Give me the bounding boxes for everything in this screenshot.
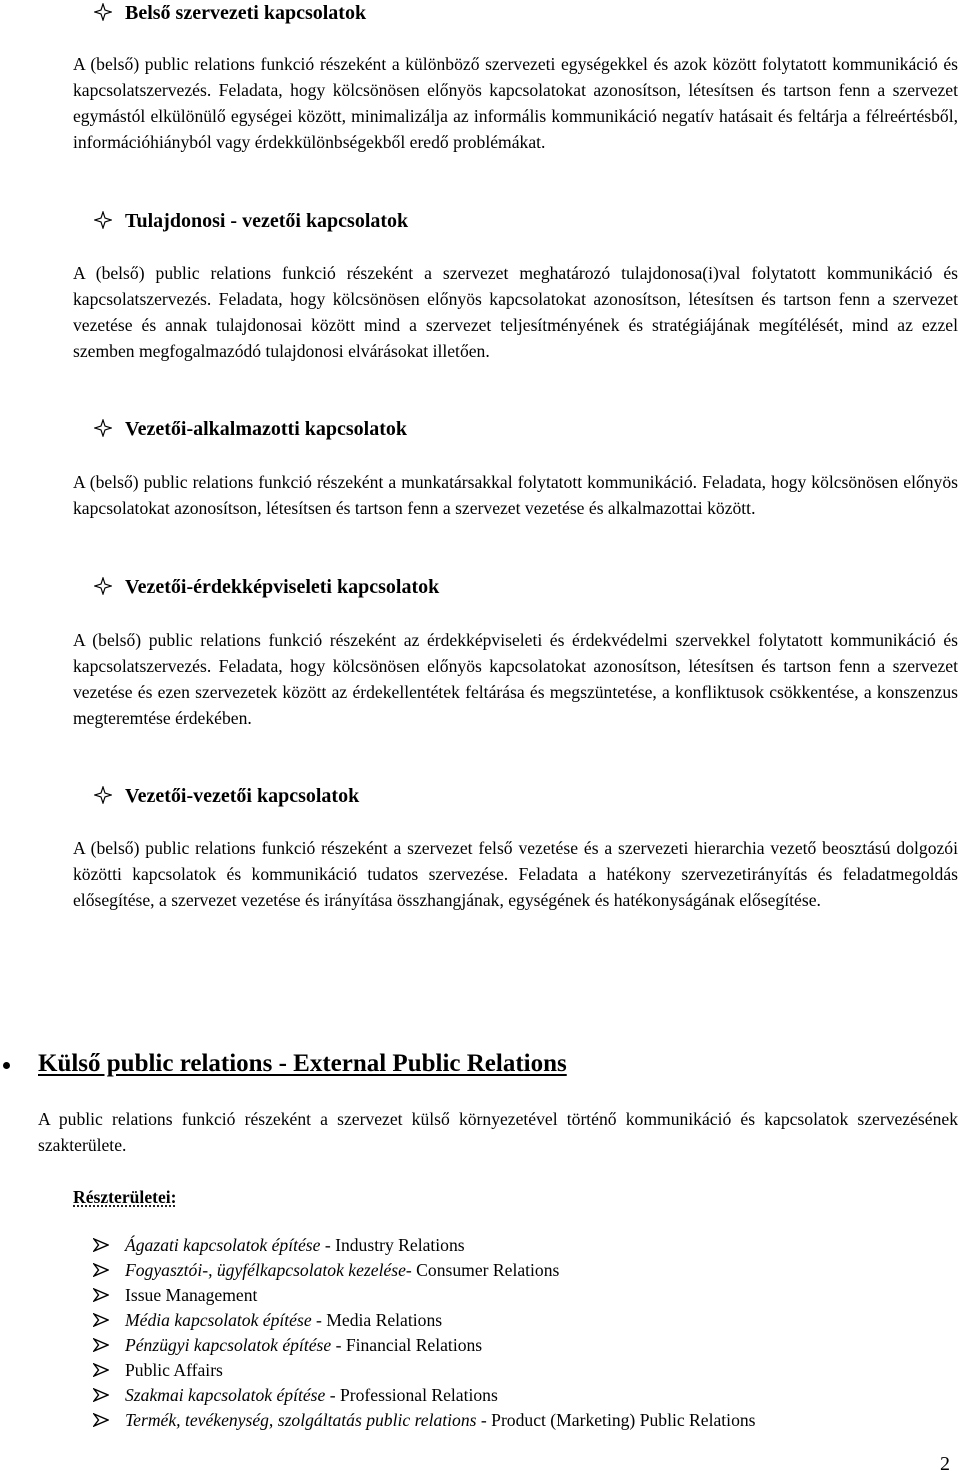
section-paragraph: A (belső) public relations funkció részeként az érdekképviseleti és érdekvédelmi szervekkel folytatott kommunikáció és kapcsolatszervezés. Feladata, hogy kölcsönösen előnyös kapcsolatokat azonosítson, létesítsen és tartson fenn a szervezet vezetése és ezen szervezetek között az érdekellentétek feltárása és megszüntetése, a konfliktusok csökkentése, a konszenzus megteremtése érdekében. (73, 630, 958, 729)
arrowhead-bullet-icon (93, 1288, 109, 1302)
section-heading-belso (94, 0, 366, 26)
four-point-star-icon (94, 786, 112, 804)
section-heading-text: Vezetői-alkalmazotti kapcsolatok (125, 418, 408, 440)
section-paragraph: A (belső) public relations funkció részeként a szervezet felső vezetése és a szervezeti hierarchia vezető beosztású dolgozói közötti kapcsolatok és kommunikáció tudatos szervezése. Feladata a hatékony szervezetirányítás és feladatmegoldás elősegítése, a szervezet vezetése és irányítása összhangjának, egységének és hatékonyságának elősegítése. (73, 838, 958, 911)
arrowhead-bullet-icon (93, 1363, 109, 1377)
list-item-plain: - Product (Marketing) Public Relations (476, 1410, 756, 1430)
list-item-italic: Média kapcsolatok építése (125, 1310, 312, 1330)
list-item-plain: - Financial Relations (331, 1335, 483, 1355)
list-item-italic: Termék, tevékenység, szolgáltatás public relations (125, 1410, 477, 1430)
section-paragraph: A (belső) public relations funkció részeként a munkatársakkal folytatott kommunikáció. Feladata, hogy kölcsönösen előnyös kapcsolatokat azonosítson, létesítsen és tartson fenn a szervezet vezetése és alkalmazottai között. (73, 472, 958, 519)
four-point-star-icon (94, 211, 112, 229)
list-item (93, 1233, 756, 1258)
external-pr-heading: Külső public relations - External Public Relations (38, 1050, 567, 1077)
section-paragraph: A (belső) public relations funkció részeként a szervezet meghatározó tulajdonosa(i)val folytatott kommunikáció és kapcsolatszervezés. Feladata, hogy kölcsönösen előnyös kapcsolatokat azonosítson, létesítsen és tartson fenn a szervezet vezetése és annak tulajdonosai között mind a szervezet teljesítményének és stratégiájának megítélését, mind az ezzel szemben megfogalmazódó tulajdonosi elvárásokat illetően. (73, 263, 958, 362)
list-item (93, 1283, 756, 1308)
arrowhead-bullet-icon (93, 1263, 109, 1277)
arrowhead-bullet-icon (93, 1413, 109, 1427)
list-item-plain: - Industry Relations (320, 1235, 465, 1255)
page-number: 2 (940, 1453, 950, 1475)
arrowhead-bullet-icon (93, 1388, 109, 1402)
list-item-italic: Pénzügyi kapcsolatok építése (125, 1335, 332, 1355)
arrowhead-bullet-icon (93, 1313, 109, 1327)
section-heading-text: Belső szervezeti kapcsolatok (125, 2, 367, 24)
list-item-plain: - Media Relations (311, 1310, 443, 1330)
list-item-italic: Fogyasztói-, ügyfélkapcsolatok kezelése (125, 1260, 406, 1280)
four-point-star-icon (94, 419, 112, 437)
section-heading-vezetoi (94, 783, 359, 809)
filled-dot-icon (3, 1062, 10, 1069)
section-heading-text: Tulajdonosi - vezetői kapcsolatok (125, 210, 409, 232)
external-pr-paragraph: A public relations funkció részeként a szervezet külső környezetével történő kommunikáció és kapcsolatok szervezésének szakterülete. (38, 1109, 958, 1156)
subareas-list (93, 1233, 756, 1433)
four-point-star-icon (94, 577, 112, 595)
section-paragraph: A (belső) public relations funkció részeként a különböző szervezeti egységekkel és azok között folytatott kommunikáció és kapcsolatszervezés. Feladata, hogy kölcsönösen előnyös kapcsolatokat azonosítson, létesítsen és tartson fenn a szervezet egymástól elkülönülő egységei között, minimalizálja az informális kommunikáció negatív hatásait és feltárja a félreértésből, információhiányból vagy érdekkülönbségekből eredő problémákat. (73, 54, 958, 153)
section-heading-text: Vezetői-érdekképviseleti kapcsolatok (125, 576, 440, 598)
section-heading-text: Vezetői-vezetői kapcsolatok (125, 785, 360, 807)
arrowhead-bullet-icon (93, 1338, 109, 1352)
section-heading-alkalmazotti (94, 416, 407, 442)
list-item (93, 1408, 756, 1433)
list-item-italic: Szakmai kapcsolatok építése (125, 1385, 326, 1405)
list-item-plain: Public Affairs (125, 1360, 223, 1380)
section-heading-tulajdonosi (94, 208, 408, 234)
list-item-plain: Issue Management (125, 1285, 258, 1305)
section-heading-erdekkepviseleti (94, 574, 439, 600)
list-item (93, 1333, 756, 1358)
list-item-plain: - Consumer Relations (405, 1260, 560, 1280)
subareas-heading: Részterületei: (73, 1187, 177, 1207)
arrowhead-bullet-icon (93, 1238, 109, 1252)
list-item (93, 1308, 756, 1333)
list-item-italic: Ágazati kapcsolatok építése (125, 1235, 321, 1255)
list-item (93, 1358, 756, 1383)
list-item-plain: - Professional Relations (325, 1385, 498, 1405)
list-item (93, 1258, 756, 1283)
list-item (93, 1383, 756, 1408)
four-point-star-icon (94, 3, 112, 21)
